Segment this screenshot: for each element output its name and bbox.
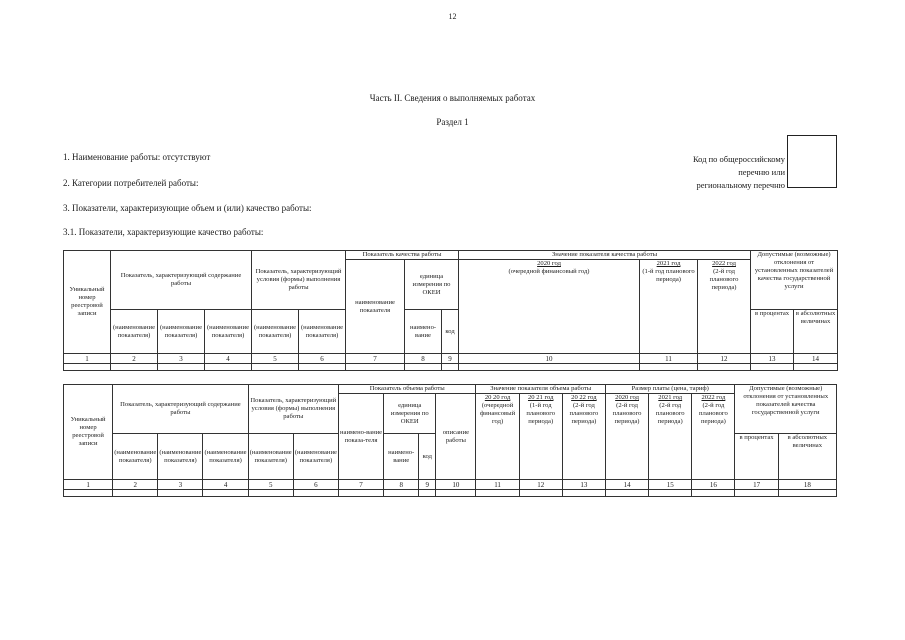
t1-cell[interactable] [640, 364, 698, 371]
t2-cell[interactable] [203, 490, 248, 497]
t1-year-2020: 2020 год (очередной финансовый год) [459, 260, 640, 354]
t2-cell[interactable] [476, 490, 519, 497]
t1-year-2022: 2022 год (2-й год планового периода) [698, 260, 751, 354]
t2-col-num: 18 [778, 480, 836, 490]
t2-content-name-3: (наименование показателя) [203, 434, 248, 480]
t1-content-name-2: (наименование показателя) [158, 310, 205, 354]
t2-conditions-name-2: (наименование показателя) [293, 434, 338, 480]
t2-col-num: 14 [605, 480, 648, 490]
t2-deviation-header: Допустимые (возможные) отклонения от установленных показателей качества государственной услуги [735, 385, 837, 434]
t1-col-num: 1 [64, 354, 111, 364]
t2-column-numbers [64, 480, 837, 490]
t1-unit-name: наимено-вание [405, 310, 442, 354]
t2-cell[interactable] [113, 490, 158, 497]
t1-col-num: 3 [158, 354, 205, 364]
t2-col-num: 11 [476, 480, 519, 490]
t2-content-name-1: (наименование показателя) [113, 434, 158, 480]
t1-cell[interactable] [442, 364, 459, 371]
t2-unit-code: код [419, 434, 436, 480]
t2-fee-year-3: 2022 год (2-й год планового периода) [692, 394, 735, 480]
t2-col-num: 3 [158, 480, 203, 490]
t1-cell[interactable] [252, 364, 299, 371]
t1-unit-header: единица измерения по ОКЕИ [405, 260, 459, 310]
t1-col-num: 14 [794, 354, 838, 364]
t1-deviation-header: Допустимые (возможные) отклонения от установленных показателей качества государственной услуги [751, 251, 838, 310]
t2-cell[interactable] [293, 490, 338, 497]
t2-cell[interactable] [158, 490, 203, 497]
t1-cell[interactable] [299, 364, 346, 371]
t2-col-num: 6 [293, 480, 338, 490]
t2-deviation-absolute: в абсолютных величинах [778, 434, 836, 480]
t2-cell[interactable] [778, 490, 836, 497]
t1-col-num: 13 [751, 354, 794, 364]
t2-col-num: 4 [203, 480, 248, 490]
t2-col-num: 15 [649, 480, 692, 490]
t2-value-year-3: 20 22 год (2-й год планового периода) [562, 394, 605, 480]
indicators-line: 3. Показатели, характеризующие объем и (или) качество работы: [63, 203, 312, 213]
t2-col-num: 5 [248, 480, 293, 490]
t2-content-header: Показатель, характеризующий содержание работы [113, 385, 248, 434]
work-name-line: 1. Наименование работы: отсутствуют [63, 152, 211, 162]
t2-conditions-name-1: (наименование показателя) [248, 434, 293, 480]
t1-col-num: 5 [252, 354, 299, 364]
t1-conditions-name-2: (наименование показателя) [299, 310, 346, 354]
t1-col-num: 8 [405, 354, 442, 364]
t1-indicator-name-header: наименование показателя [346, 260, 405, 354]
t2-unit-header: единица измерения по ОКЕИ [384, 394, 436, 434]
t1-col-num: 10 [459, 354, 640, 364]
t1-cell[interactable] [459, 364, 640, 371]
t1-data-row [64, 364, 838, 371]
t2-col-num: 12 [519, 480, 562, 490]
t2-value-year-2: 20 21 год (1-й год планового периода) [519, 394, 562, 480]
t2-cell[interactable] [562, 490, 605, 497]
t2-deviation-percent: в процентах [735, 434, 778, 480]
t1-deviation-percent: в процентах [751, 310, 794, 354]
t2-col-num: 13 [562, 480, 605, 490]
t1-column-numbers [64, 354, 838, 364]
section-title: Раздел 1 [436, 117, 469, 127]
t1-year-2021: 2021 год (1-й год планового периода) [640, 260, 698, 354]
t2-cell[interactable] [248, 490, 293, 497]
t1-value-header: Значение показателя качества работы [459, 251, 751, 260]
t2-fee-header: Размер платы (цена, тариф) [605, 385, 735, 394]
t1-content-name-1: (наименование показателя) [111, 310, 158, 354]
t2-col-num: 2 [113, 480, 158, 490]
t2-unit-name: наимено-вание [384, 434, 419, 480]
t1-quality-header: Показатель качества работы [346, 251, 459, 260]
t2-cell[interactable] [384, 490, 419, 497]
quality-table [63, 250, 838, 371]
t2-cell[interactable] [338, 490, 383, 497]
t1-col-num: 12 [698, 354, 751, 364]
t2-content-name-2: (наименование показателя) [158, 434, 203, 480]
code-label-1: Код по общероссийскому [692, 154, 785, 164]
t1-col-num: 6 [299, 354, 346, 364]
t1-cell[interactable] [346, 364, 405, 371]
t1-col-num: 11 [640, 354, 698, 364]
t2-description-header: описание работы [436, 394, 476, 480]
code-label-3: региональному перечню [696, 180, 785, 190]
t2-col-num: 9 [419, 480, 436, 490]
t2-col-num: 8 [384, 480, 419, 490]
t2-col-num: 16 [692, 480, 735, 490]
t1-cell[interactable] [64, 364, 111, 371]
t2-cell[interactable] [64, 490, 113, 497]
t2-value-header: Значение показателя объема работы [476, 385, 606, 394]
t2-col-num: 1 [64, 480, 113, 490]
t2-data-row [64, 490, 837, 497]
t1-unique-header: Уникальный номер реестровой записи [64, 251, 111, 354]
page-number: 12 [448, 12, 457, 21]
t1-cell[interactable] [158, 364, 205, 371]
registry-code-box[interactable] [787, 135, 837, 188]
t2-cell[interactable] [735, 490, 778, 497]
t2-cell[interactable] [419, 490, 436, 497]
t2-unique-header: Уникальный номер реестровой записи [64, 385, 113, 480]
t2-fee-year-2: 2021 год (2-й год планового периода) [649, 394, 692, 480]
t1-col-num: 2 [111, 354, 158, 364]
consumers-line: 2. Категории потребителей работы: [63, 178, 199, 188]
t2-indicator-name-header: наимено-вание показа-теля [338, 394, 383, 480]
t2-fee-year-1: 2020 год (2-й год планового периода) [605, 394, 648, 480]
t1-cell[interactable] [111, 364, 158, 371]
t1-cell[interactable] [405, 364, 442, 371]
t2-col-num: 7 [338, 480, 383, 490]
t1-cell[interactable] [698, 364, 751, 371]
part-title: Часть II. Сведения о выполняемых работах [369, 93, 536, 103]
t1-conditions-name-1: (наименование показателя) [252, 310, 299, 354]
t1-conditions-header: Показатель, характеризующий условия (формы) выполнения работы [252, 251, 346, 310]
t1-cell[interactable] [205, 364, 252, 371]
t2-cell[interactable] [519, 490, 562, 497]
t1-deviation-absolute: в абсолютных величинах [794, 310, 838, 354]
volume-table [63, 384, 837, 497]
t1-content-name-3: (наименование показателя) [205, 310, 252, 354]
t2-col-num: 10 [436, 480, 476, 490]
t2-cell[interactable] [649, 490, 692, 497]
quality-indicators-line: 3.1. Показатели, характеризующие качество работы: [63, 227, 264, 237]
t1-col-num: 9 [442, 354, 459, 364]
t2-col-num: 17 [735, 480, 778, 490]
t1-unit-code: код [442, 310, 459, 354]
t1-col-num: 7 [346, 354, 405, 364]
t1-cell[interactable] [794, 364, 838, 371]
t1-cell[interactable] [751, 364, 794, 371]
t1-col-num: 4 [205, 354, 252, 364]
t2-conditions-header: Показатель, характеризующий условия (формы) выполнения работы [248, 385, 338, 434]
code-label-2: перечню или [738, 167, 785, 177]
t1-content-header: Показатель, характеризующий содержание работы [111, 251, 252, 310]
t2-value-year-1: 20 20 год (очередной финансовый год) [476, 394, 519, 480]
t2-cell[interactable] [692, 490, 735, 497]
t2-cell[interactable] [605, 490, 648, 497]
t2-volume-header: Показатель объема работы [338, 385, 476, 394]
t2-cell[interactable] [436, 490, 476, 497]
